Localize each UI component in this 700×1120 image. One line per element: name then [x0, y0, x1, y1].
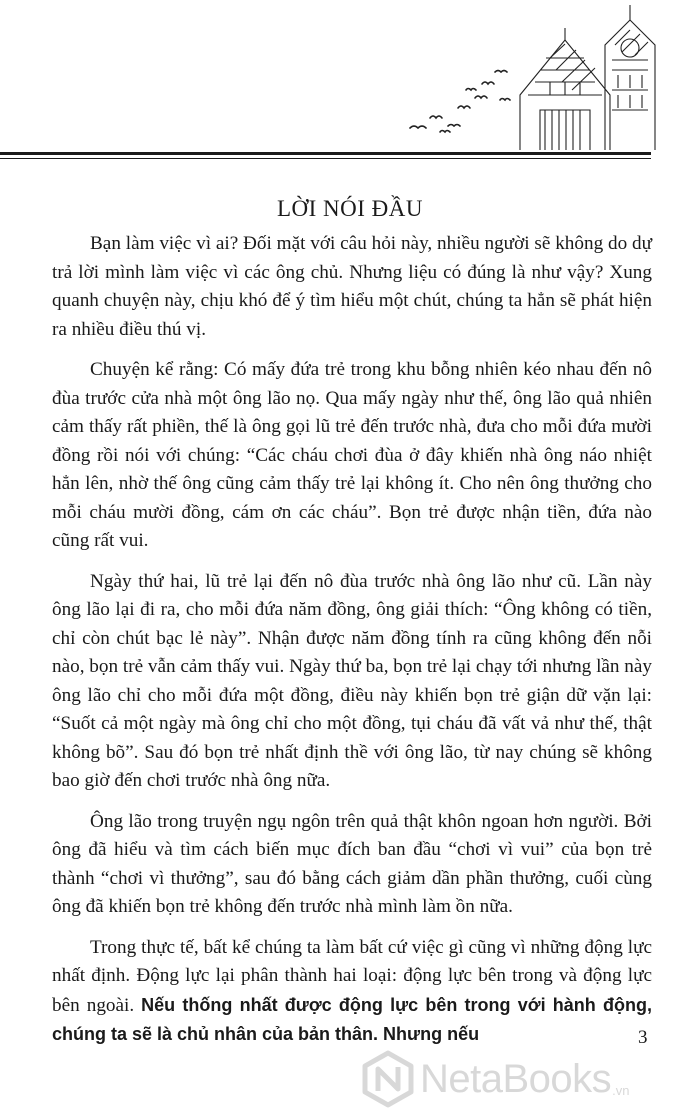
page-title: LỜI NÓI ĐẦU [276, 196, 424, 221]
page-number: 3 [638, 1027, 648, 1048]
watermark [358, 1046, 688, 1112]
header-rule-thick [0, 152, 651, 155]
paragraph-4: Ông lão trong truyện ngụ ngôn trên quả thật khôn ngoan hơn người. Bởi ông đã hiểu và tìm cách biến mục đích ban đầu “chơi vì vui” của bọn trẻ thành “chơi vì thưởng”, sau đó bằng cách giảm dần phần thưởng, cuối cùng ông đã khiến bọn trẻ không đến trước nhà mình làm ồn nữa. [52, 810, 652, 917]
watermark-brand: NetaBooks [420, 1056, 612, 1101]
paragraph-2: Chuyện kể rằng: Có mấy đứa trẻ trong khu bỗng nhiên kéo nhau đến nô đùa trước cửa nhà một ông lão nọ. Qua mấy ngày như thế, ông lão quả nhiên cảm thấy rất phiền, thế là ông gọi lũ trẻ đến trước nhà, đưa cho mỗi đứa mười đồng rồi nói với chúng: “Các cháu chơi đùa ở đây khiến nhà ông náo nhiệt hẳn lên, nhờ thế ông cũng cảm thấy trẻ lại không ít. Cho nên ông thưởng cho mỗi cháu mười đồng, cám ơn các cháu”. Bọn trẻ được nhận tiền, đứa nào cũng rất vui. [52, 359, 652, 551]
body-text [52, 230, 652, 1062]
paragraph-5-bold: Nếu thống nhất được động lực bên trong với hành động, chúng ta sẽ là chủ nhân của bản thân. Nhưng nếu [52, 994, 652, 1044]
paragraph-5-text: Trong thực tế, bất kể chúng ta làm bất cứ việc gì cũng vì những động lực nhất định. Động lực lại phân thành hai loại: động lực bên trong và động lực bên ngoài. [52, 936, 652, 1016]
building-with-birds-icon [400, 0, 660, 150]
paragraph-5 [52, 934, 652, 1050]
watermark-suffix: .vn [612, 1083, 630, 1098]
netabooks-logo-icon [358, 1049, 418, 1109]
paragraph-1: Bạn làm việc vì ai? Đối mặt với câu hỏi này, nhiều người sẽ không do dự trả lời mình làm việc vì các ông chủ. Nhưng liệu có đúng là như vậy? Xung quanh chuyện này, chịu khó để ý tìm hiểu một chút, chúng ta hẳn sẽ phát hiện ra nhiều điều thú vị. [52, 233, 652, 340]
header-rule-thin [0, 158, 651, 159]
paragraph-3: Ngày thứ hai, lũ trẻ lại đến nô đùa trước nhà ông lão như cũ. Lần này ông lão lại đi ra, cho mỗi đứa năm đồng, ông giải thích: “Ông không có tiền, chỉ còn chút bạc lẻ này”. Nhận được năm đồng tính ra cũng không đến nỗi nào, bọn trẻ vẫn cảm thấy vui. Ngày thứ ba, bọn trẻ lại chạy tới nhưng lần này ông lão chỉ cho mỗi đứa một đồng, điều này khiến bọn trẻ giận dữ vặn lại: “Suốt cả một ngày mà ông chỉ cho một đồng, tụi cháu đã vất vả như thế, thật không bõ”. Sau đó bọn trẻ nhất định thề với ông lão, từ nay chúng sẽ không bao giờ đến chơi trước nhà ông nữa. [52, 570, 653, 791]
